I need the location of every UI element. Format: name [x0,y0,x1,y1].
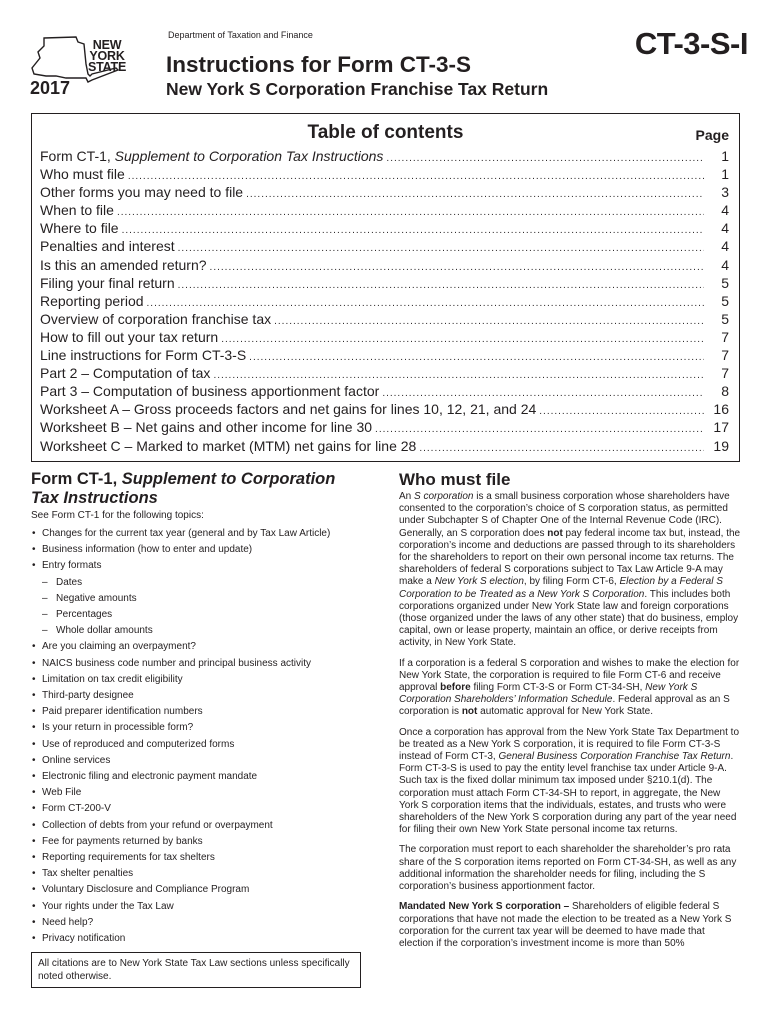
topic-item: • Is your return in processible form? [31,720,361,736]
topic-item: • Third-party designee [31,688,361,704]
logo-wordmark: NEW YORK STATE [88,38,127,74]
toc-leader-dots [386,153,704,164]
topic-item: • Voluntary Disclosure and Compliance Program [31,882,361,898]
toc-row[interactable] [40,365,729,383]
toc-label: Reporting period [40,292,144,309]
toc-row[interactable] [40,238,729,256]
toc-leader-dots [539,406,704,417]
toc-label: Other forms you may need to file [40,184,244,201]
toc-leader-dots [213,370,704,381]
toc-page-number: 5 [721,292,729,309]
toc-label: Who must file [40,166,125,183]
toc-row[interactable] [40,166,729,184]
toc-page-number: 7 [721,328,729,345]
topic-item: • Limitation on tax credit eligibility [31,672,361,688]
toc-page-number: 7 [721,347,729,364]
table-of-contents [31,113,740,462]
toc-page-number: 17 [713,419,729,436]
toc-row[interactable] [40,329,729,347]
topic-item: • Collection of debts from your refund or overpayment [31,818,361,834]
toc-label: Where to file [40,220,119,237]
toc-list [40,148,729,456]
citation-note: All citations are to New York State Tax Law sections unless specifically noted otherwise. [31,952,361,988]
toc-row[interactable] [40,438,729,456]
toc-leader-dots [375,424,704,435]
toc-leader-dots [178,243,704,254]
toc-page-number: 4 [721,220,729,237]
toc-page-heading: Page [695,127,729,143]
topic-item: • Paid preparer identification numbers [31,704,361,720]
toc-page-number: 8 [721,383,729,400]
topic-item: • Fee for payments returned by banks [31,834,361,850]
toc-leader-dots [210,262,704,273]
toc-leader-dots [122,225,704,236]
topic-item: • Changes for the current tax year (general and by Tax Law Article) [31,526,361,542]
nys-logo [26,34,126,96]
toc-leader-dots [128,171,704,182]
toc-page-number: 4 [721,238,729,255]
toc-page-number: 1 [721,166,729,183]
toc-label: Overview of corporation franchise tax [40,310,272,327]
topic-item: • Form CT-200-V [31,801,361,817]
paragraph-approval: Once a corporation has approval from the New York State Tax Department to be treated as a New York S corporation, it is required to file Form CT-3-S instead of Form CT-3, General Business Corporation Franchise Tax Return. Form CT-3-S is used to pay the entity level franchise tax under Article 9-A. Such tax is the fixed dollar minimum tax imposed under §210.1(d). The corporation must attach Form CT-34-SH to report, in aggregate, the New York S corporation items that the individuals, estates, and trusts who were shareholders of the New York S corporation during any part of the year need for filing their own New York State personal income tax returns. [399,726,739,836]
toc-page-number: 5 [721,310,729,327]
topic-list [31,526,361,947]
topic-item: • Entry formats [31,558,361,574]
topic-item: • Business information (how to enter and update) [31,542,361,558]
toc-label: Penalties and interest [40,238,175,255]
department-name: Department of Taxation and Finance [168,30,313,40]
ct1-intro: See Form CT-1 for the following topics: [31,510,204,521]
toc-label: Worksheet C – Marked to market (MTM) net gains for line 28 [40,437,417,454]
paragraph-shareholder-report: The corporation must report to each shareholder the shareholder’s pro rata share of the S corporation items reported on Form CT-34-SH, as well as any additional information the shareholder needs for filing, including the S corporation’s business apportionment factor. [399,844,737,893]
toc-page-number: 5 [721,274,729,291]
toc-label: Part 3 – Computation of business apportionment factor [40,383,380,400]
toc-row[interactable] [40,347,729,365]
toc-leader-dots [246,189,704,200]
topic-item: • Web File [31,785,361,801]
toc-label: How to fill out your tax return [40,328,219,345]
toc-row[interactable] [40,275,729,293]
topic-item: • Your rights under the Tax Law [31,899,361,915]
toc-leader-dots [117,207,704,218]
topic-item: • Privacy notification [31,931,361,947]
paragraph-s-corporation: An S corporation is a small business corporation whose shareholders have consented to the corporation’s choice of S corporation status, as permitted under Subchapter S of Chapter One of the Internal Revenue Code (IRC). Generally, an S corporation does not pay federal income tax but, instead, the corporation’s income and deductions are passed through to its shareholders for the shareholders to report on their own personal income tax returns. The shareholders of federal S corporations subject to Tax Law Article 9-A may make a New York S election, by filing Form CT-6, Election by a Federal S Corporation to be Treated as a New York S Corporation. This includes both corporations organized under New York State law and foreign corporations (those organized under the laws of any other state) that do business, employ capital, own or lease property, maintain an office, or derive receipts from activity, in New York State. [399,491,741,649]
toc-label: Filing your final return [40,274,175,291]
paragraph-election: If a corporation is a federal S corporation and wishes to make the election for New York State, the corporation is required to file Form CT-6 and receive approval before filing Form CT-3-S or Form CT-34-SH, New York S Corporation Shareholders’ Information Schedule. Federal approval as an S corporation is not automatic approval for New York State. [399,657,740,718]
toc-page-number: 16 [713,401,729,418]
toc-page-number: 7 [721,365,729,382]
topic-item: • Electronic filing and electronic payment mandate [31,769,361,785]
toc-leader-dots [147,298,704,309]
toc-row[interactable] [40,311,729,329]
toc-label: Form CT-1, Supplement to Corporation Tax Instructions [40,148,384,164]
toc-leader-dots [178,280,704,291]
topic-item: • Are you claiming an overpayment? [31,639,361,655]
toc-row[interactable] [40,257,729,275]
left-column [31,470,361,988]
toc-row[interactable] [40,148,729,166]
topic-item: • NAICS business code number and principal business activity [31,656,361,672]
toc-row[interactable] [40,419,729,437]
toc-page-number: 1 [721,148,729,164]
paragraph-mandated: Mandated New York S corporation – Shareholders of eligible federal S corporations that have not made the election to be treated as a New York S corporation for the current tax year will be deemed to have made that election if the corporation’s investment income is more than 50% [399,901,732,949]
toc-row[interactable] [40,383,729,401]
topic-item: – Negative amounts [31,591,361,607]
toc-label: Is this an amended return? [40,256,207,273]
toc-leader-dots [382,388,704,399]
topic-item: – Dates [31,575,361,591]
tax-year: 2017 [30,78,71,98]
page-subtitle: New York S Corporation Franchise Tax Return [166,79,549,99]
topic-item: • Use of reproduced and computerized forms [31,737,361,753]
topic-item: • Reporting requirements for tax shelters [31,850,361,866]
toc-leader-dots [274,316,704,327]
toc-row[interactable] [40,220,729,238]
toc-page-number: 4 [721,256,729,273]
topic-item: • Tax shelter penalties [31,866,361,882]
toc-label: When to file [40,202,114,219]
toc-row[interactable] [40,202,729,220]
toc-leader-dots [419,443,704,454]
toc-row[interactable] [40,293,729,311]
toc-page-number: 19 [713,437,729,454]
toc-label: Worksheet B – Net gains and other income for line 30 [40,419,373,436]
toc-row[interactable] [40,401,729,419]
page-title: Instructions for Form CT-3-S [166,52,472,77]
topic-item: • Need help? [31,915,361,931]
form-id: CT-3-S-I [634,26,748,61]
ct1-heading: Form CT-1, Supplement to Corporation Tax Instructions [31,470,336,507]
right-column [399,470,741,950]
toc-label: Worksheet A – Gross proceeds factors and net gains for lines 10, 12, 21, and 24 [40,401,537,418]
toc-row[interactable] [40,184,729,202]
who-must-file-heading: Who must file [399,470,511,489]
topic-item: • Online services [31,753,361,769]
topic-item: – Whole dollar amounts [31,623,361,639]
toc-title: Table of contents [307,122,464,143]
toc-label: Line instructions for Form CT-3-S [40,347,247,364]
toc-page-number: 3 [721,184,729,201]
topic-item: – Percentages [31,607,361,623]
toc-page-number: 4 [721,202,729,219]
toc-leader-dots [249,352,704,363]
toc-label: Part 2 – Computation of tax [40,365,211,382]
toc-leader-dots [221,334,704,345]
